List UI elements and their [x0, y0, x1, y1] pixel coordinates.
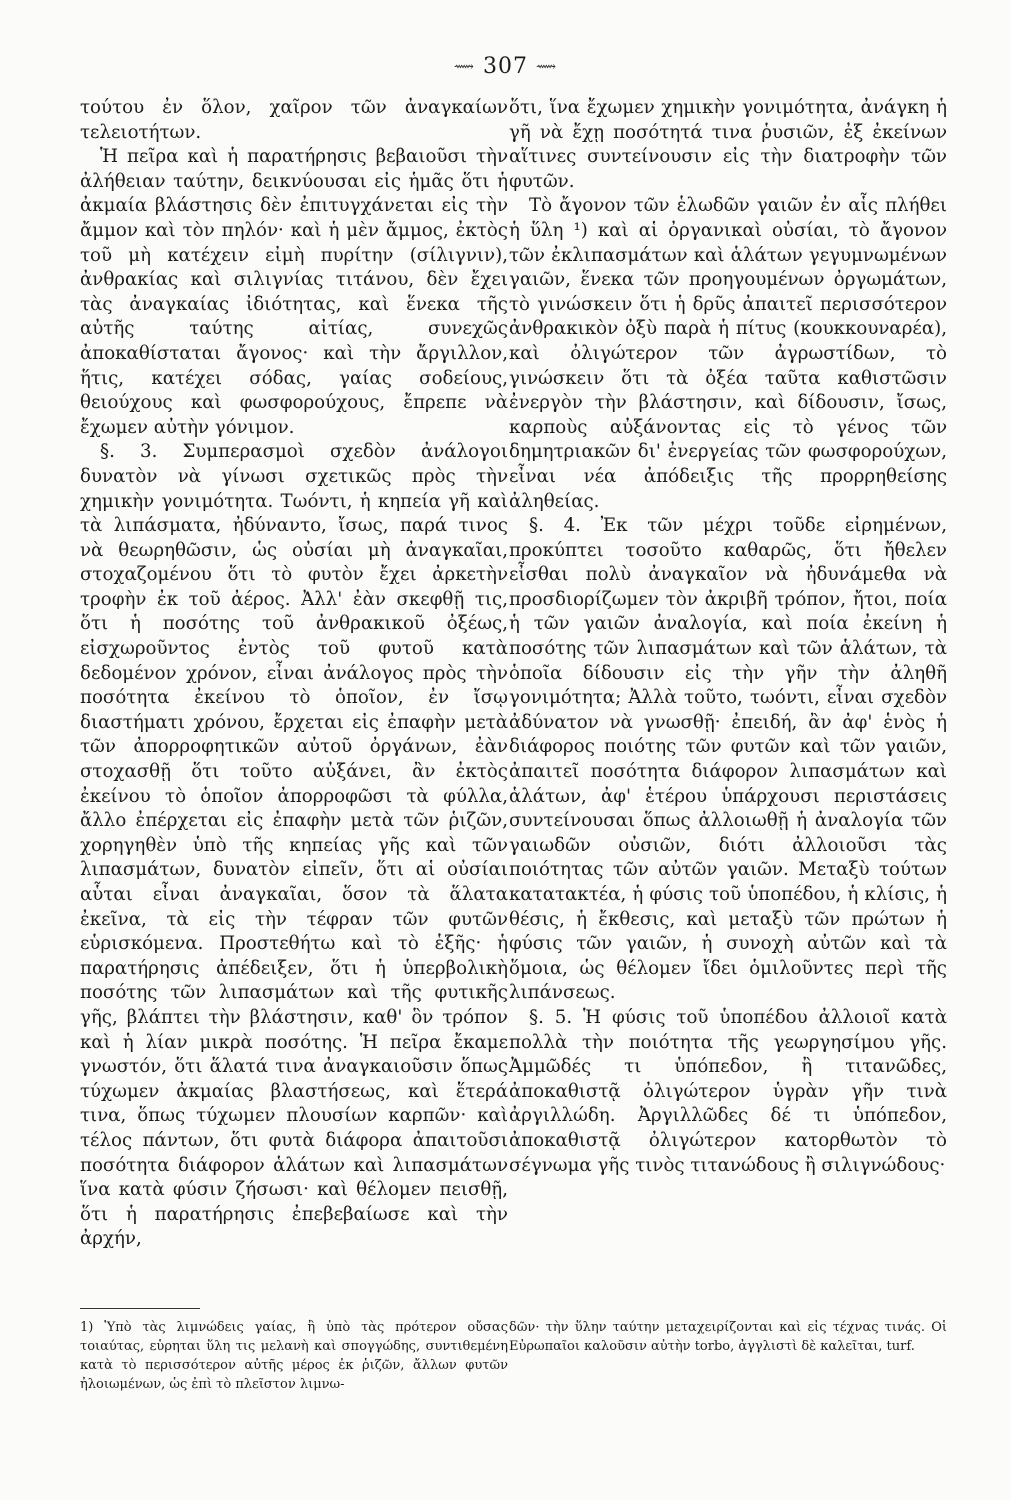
right-column: [509, 96, 947, 1178]
paragraph: §. 3. Συμπερασμοὶ σχεδὸν ἀνάλογοι δυνατὸν νὰ γίνωσι σχετικῶς πρὸς τὴν χημικὴν γονιμότητα. Τωόντι, ἡ κηπεία γῆ καὶ τὰ λιπάσματα, ἠδύναντο, ἴσως, παρά τινος νὰ θεωρηθῶσιν, ὡς οὐσίαι μὴ ἀναγκαῖαι, στοχαζομένου ὅτι τὸ φυτὸν ἔχει ἀρκετὴν τροφὴν ἐκ τοῦ ἀέρος. Ἀλλ' ἐὰν σκεφθῇ τις, ὅτι ἡ ποσότης τοῦ ἀνθρακικοῦ ὀξέως, εἰσχωροῦντος ἐντὸς τοῦ φυτοῦ κατὰ δεδομένον χρόνον, εἶναι ἀνάλογος πρὸς τὴν ποσότητα ἐκείνου τὸ ὁποῖον, ἐν ἴσῳ διαστήματι χρόνου, ἔρχεται εἰς ἐπαφὴν μετὰ τῶν ἀπορροφητικῶν αὐτοῦ ὀργάνων, ἐὰν στοχασθῇ ὅτι τοῦτο αὐξάνει, ἂν ἐκτὸς ἐκείνου τὸ ὁποῖον ἀπορροφῶσι τὰ φύλλα, ἄλλο ἐπέρχεται εἰς ἐπαφὴν μετὰ τῶν ῥιζῶν, χορηγηθὲν ὑπὸ τῆς κηπείας γῆς καὶ τῶν λιπασμάτων, δυνατὸν εἰπεῖν, ὅτι αἱ οὐσίαι αὗται εἶναι ἀναγκαῖαι, ὅσον τὰ ἅλατα ἐκεῖνα, τὰ εἰς τὴν τέφραν τῶν φυτῶν εὑρισκόμενα. Προστεθήτω καὶ τὸ ἑξῆς· ἡ παρατήρησις ἀπέδειξεν, ὅτι ἡ ὑπερβολικὴ ποσότης τῶν λιπασμάτων καὶ τῆς φυτικῆς γῆς, βλάπτει τὴν βλάστησιν, καθ' ὃν τρόπον καὶ ἡ λίαν μικρὰ ποσότης. Ἡ πεῖρα ἔκαμε γνωστόν, ὅτι ἅλατά τινα ἀναγκαιοῦσιν ὅπως τύχωμεν ἀκμαίας βλαστήσεως, καὶ ἕτερά τινα, ὅπως τύχωμεν πλουσίων καρπῶν· καὶ τέλος πάντων, ὅτι φυτὰ διάφορα ἀπαιτοῦσι ποσότητα διάφορον ἁλάτων καὶ λιπασμάτων ἵνα κατὰ φύσιν ζήσωσι· καὶ θέλομεν πεισθῇ, ὅτι ἡ παρατήρησις ἐπεβεβαίωσε καὶ τὴν ἀρχήν,: [80, 441, 508, 1250]
ornament-right-icon: ⟿: [536, 59, 558, 75]
ornament-left-icon: ⟿: [453, 59, 475, 75]
page-header: [0, 54, 1011, 79]
footnote-divider: [80, 1308, 200, 1309]
paragraph: Τὸ ἄγονον τῶν ἑλωδῶν γαιῶν ἐν αἷς πλήθει ἡ ὕλη ¹) καὶ αἱ ὀργανικαὶ οὐσίαι, τὸ ἄγονον τῶν ἐκλιπασμάτων καὶ ἁλάτων γεγυμνωμένων γαιῶν, ἕνεκα τῶν προηγουμένων ὀργωμάτων, τὸ γινώσκειν ὅτι ἡ δρῦς ἀπαιτεῖ περισσότερον ἀνθρακικὸν ὀξὺ παρὰ ἡ πίτυς (κουκκουναρέα), καὶ ὀλιγώτερον τῶν ἀγρωστίδων, τὸ γινώσκειν ὅτι τὰ ὀξέα ταῦτα καθιστῶσιν ἐνεργὸν τὴν βλάστησιν, καὶ δίδουσιν, ἴσως, καρποὺς αὐξάνοντας εἰς τὸ γένος τῶν δημητριακῶν δι' ἐνεργείας τῶν φωσφορούχων, εἶναι νέα ἀπόδειξις τῆς προρρηθείσης ἀληθείας.: [509, 195, 947, 512]
footnote-left: 1) Ὑπὸ τὰς λιμνώδεις γαίας, ἢ ὑπὸ τὰς πρότερον οὔσας τοιαύτας, εὑρηται ὕλη τις μελανὴ καὶ σπογγώδης, συντιθεμένη κατὰ τὸ περισσότερον αὐτῆς μέρος ἐκ ῥιζῶν, ἄλλων φυτῶν ἠλοιωμένων, ὡς ἐπὶ τὸ πλεῖστον λιμνω-: [80, 1320, 508, 1392]
footnote-right: δῶν· τὴν ὕλην ταύτην μεταχειρίζονται καὶ εἰς τέχνας τινάς. Οἱ Εὐρωπαῖοι καλοῦσιν αὐτὴν torbo, ἀγγλιστὶ δὲ καλεῖται, turf.: [509, 1320, 947, 1354]
left-column: [80, 96, 508, 1252]
paragraph: Ἡ πεῖρα καὶ ἡ παρατήρησις βεβαιοῦσι τὴν ἀλήθειαν ταύτην, δεικνύουσαι εἰς ἡμᾶς ὅτι ἡ ἀκμαία βλάστησις δὲν ἐπιτυγχάνεται εἰς τὴν ἄμμον καὶ τὸν πηλόν· καὶ ἡ μὲν ἄμμος, ἐκτὸς τοῦ μὴ κατέχειν εἰμὴ πυρίτην (σίλιγνιν), ἀνθρακίας καὶ σιλιγνίας τιτάνου, δὲν ἔχει τὰς ἀναγκαίας ἰδιότητας, καὶ ἕνεκα τῆς αὐτῆς ταύτης αἰτίας, συνεχῶς ἀποκαθίσταται ἄγονος· καὶ τὴν ἄργιλλον, ἥτις, κατέχει σόδας, γαίας σοδείους, θειούχους καὶ φωσφορούχους, ἔπρεπε νὰ ἔχωμεν αὐτὴν γόνιμον.: [80, 146, 508, 438]
paragraph: §. 5. Ἡ φύσις τοῦ ὑποπέδου ἀλλοιοῖ κατὰ πολλὰ τὴν ποιότητα τῆς γεωργησίμου γῆς. Ἀμμῶδές τι ὑπόπεδον, ἢ τιτανῶδες, ἀποκαθιστᾷ ὀλιγώτερον ὑγρὰν γῆν τινὰ ἀργιλλώδη. Ἀργιλλῶδες δέ τι ὑπόπεδον, ἀποκαθιστᾷ ὀλιγώτερον κατορθωτὸν τὸ σέγνωμα γῆς τινὸς τιτανώδους ἢ σιλιγνώδους·: [509, 1006, 947, 1176]
page-number: 307: [483, 54, 528, 79]
paragraph: §. 4. Ἐκ τῶν μέχρι τοῦδε εἰρημένων, προκύπτει τοσοῦτο καθαρῶς, ὅτι ἤθελεν εἶσθαι πολὺ ἀναγκαῖον νὰ ἠδυνάμεθα νὰ προσδιορίζωμεν τὸν ἀκριβῆ τρόπον, ἤτοι, ποία ἡ τῶν γαιῶν ἀναλογία, καὶ ποία ἐκείνη ἡ ποσότης τῶν λιπασμάτων καὶ τῶν ἁλάτων, τὰ ὁποῖα δίδουσιν εἰς τὴν γῆν τὴν ἀληθῆ γονιμότητα; Ἀλλὰ τοῦτο, τωόντι, εἶναι σχεδὸν ἀδύνατον νὰ γνωσθῇ· ἐπειδή, ἂν ἀφ' ἑνὸς ἡ διάφορος ποιότης τῶν φυτῶν καὶ τῶν γαιῶν, ἀπαιτεῖ ποσότητα διάφορον λιπασμάτων καὶ ἁλάτων, ἀφ' ἑτέρου ὑπάρχουσι περιστάσεις συντείνουσαι ὅπως ἀλλοιωθῇ ἡ ἀναλογία τῶν γαιωδῶν οὐσιῶν, διότι ἀλλοιοῦσι τὰς ποιότητας τῶν αὐτῶν γαιῶν. Μεταξὺ τούτων κατατακτέα, ἡ φύσις τοῦ ὑποπέδου, ἡ κλίσις, ἡ θέσις, ἡ ἔκθεσις, καὶ μεταξὺ τῶν πρώτων ἡ φύσις τῶν γαιῶν, ἡ συνοχὴ αὐτῶν καὶ τὰ ὅμοια, ὡς θέλομεν ἴδει ὁμιλοῦντες περὶ τῆς λιπάνσεως.: [509, 515, 947, 1004]
paragraph: τούτου ἐν ὅλον, χαῖρον τῶν ἀναγκαίων τελειοτήτων.: [80, 97, 508, 143]
paragraph: ὅτι, ἵνα ἔχωμεν χημικὴν γονιμότητα, ἀνάγκη ἡ γῆ νὰ ἔχῃ ποσότητά τινα ῥυσιῶν, ἐξ ἐκείνων αἵτινες συντείνουσιν εἰς τὴν διατροφὴν τῶν φυτῶν.: [509, 97, 947, 192]
